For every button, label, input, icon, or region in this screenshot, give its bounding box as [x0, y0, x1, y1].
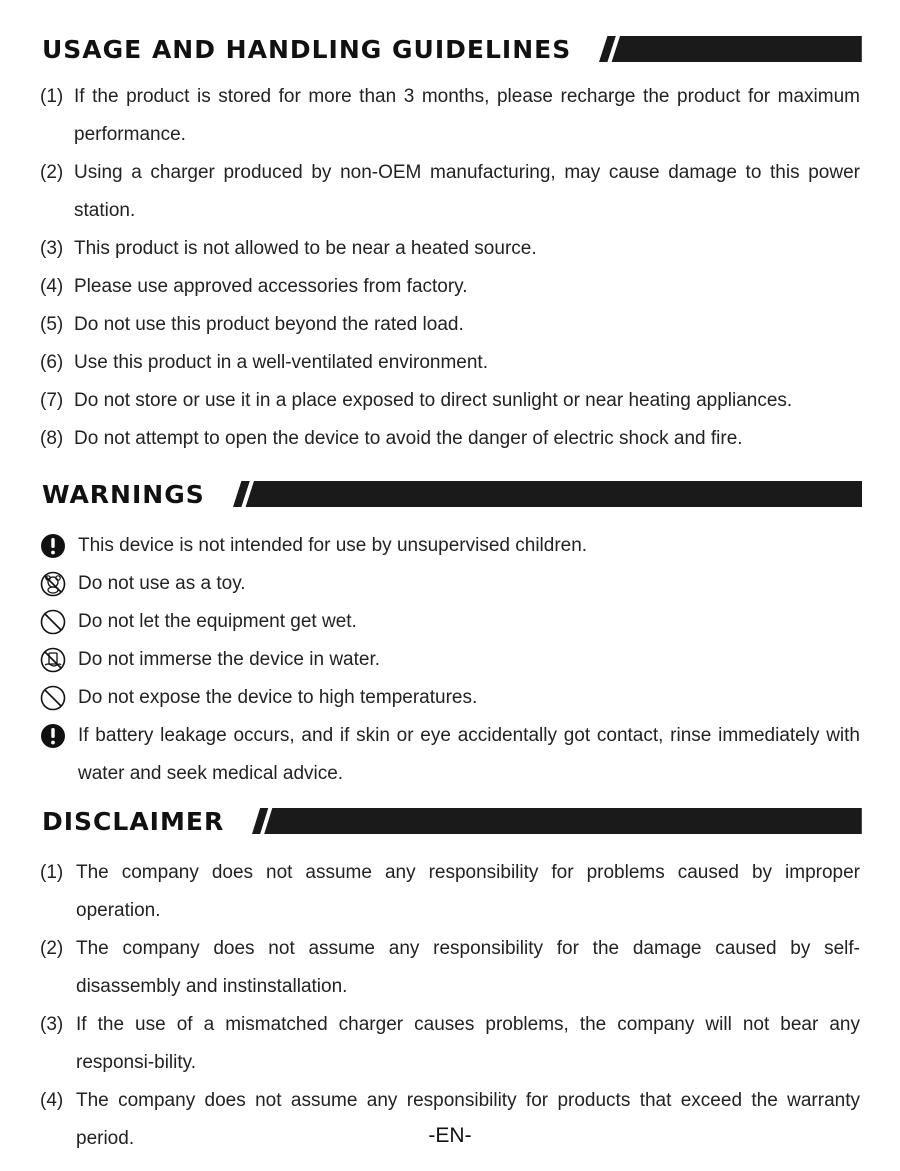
- item-number: (4): [40, 1090, 64, 1111]
- warnings-header: [42, 479, 862, 509]
- list-item: [40, 527, 860, 565]
- disclaimer-title: DISCLAIMER: [42, 806, 225, 836]
- no-immerse-icon: [40, 641, 78, 679]
- list-item: [40, 306, 860, 344]
- list-item: [40, 420, 860, 458]
- list-item: [40, 603, 860, 641]
- usage-list: [40, 78, 860, 458]
- item-text: Do not attempt to open the device to avoid the danger of electric shock and fire.: [74, 428, 743, 449]
- list-item: [40, 854, 860, 930]
- exclamation-icon: [40, 527, 78, 565]
- warnings-title: WARNINGS: [42, 479, 205, 509]
- list-item: [40, 679, 860, 717]
- list-item: [40, 78, 860, 154]
- item-text: Do not store or use it in a place exposed to direct sunlight or near heating appliances.: [74, 390, 793, 411]
- item-text: Do not immerse the device in water.: [78, 649, 381, 670]
- item-text: Use this product in a well-ventilated environment.: [74, 352, 488, 373]
- usage-header-bar: [599, 36, 862, 62]
- item-text: If battery leakage occurs, and if skin or eye accidentally got contact, rinse immediately with water and seek medical advice.: [78, 725, 860, 784]
- list-item: [40, 1006, 860, 1082]
- list-item: [40, 230, 860, 268]
- item-text: Do not let the equipment get wet.: [78, 611, 357, 632]
- usage-header: [42, 34, 862, 64]
- item-text: If the product is stored for more than 3 months, please recharge the product for maximum performance.: [74, 86, 860, 145]
- item-text: The company does not assume any responsibility for problems caused by improper operation.: [76, 862, 860, 921]
- list-item: [40, 344, 860, 382]
- list-item: [40, 565, 860, 603]
- list-item: [40, 382, 860, 420]
- item-number: (7): [40, 390, 64, 411]
- item-number: (3): [40, 238, 64, 259]
- exclamation-icon: [40, 717, 78, 755]
- item-text: Do not use as a toy.: [78, 573, 246, 594]
- item-text: The company does not assume any responsibility for products that exceed the warranty period.: [76, 1090, 860, 1149]
- prohibited-icon: [40, 603, 78, 641]
- disclaimer-header: [42, 806, 862, 836]
- item-number: (6): [40, 352, 64, 373]
- list-item: [40, 154, 860, 230]
- prohibited-icon: [40, 679, 78, 717]
- item-number: (2): [40, 162, 64, 183]
- item-number: (2): [40, 938, 64, 959]
- warnings-header-bar: [233, 481, 862, 507]
- list-item: [40, 268, 860, 306]
- item-number: (5): [40, 314, 64, 335]
- item-number: (3): [40, 1014, 64, 1035]
- list-item: [40, 717, 860, 793]
- item-text: Do not expose the device to high temperatures.: [78, 687, 478, 708]
- item-text: This device is not intended for use by unsupervised children.: [78, 535, 588, 556]
- item-number: (1): [40, 86, 64, 107]
- item-text: Do not use this product beyond the rated load.: [74, 314, 464, 335]
- warnings-list: [40, 527, 860, 793]
- item-number: (1): [40, 862, 64, 883]
- item-text: The company does not assume any responsibility for the damage caused by self-disassembly and instinstallation.: [76, 938, 860, 997]
- no-toy-icon: [40, 565, 78, 603]
- item-text: This product is not allowed to be near a heated source.: [74, 238, 537, 259]
- item-number: (4): [40, 276, 64, 297]
- usage-title: USAGE AND HANDLING GUIDELINES: [42, 34, 572, 64]
- disclaimer-header-bar: [252, 808, 862, 834]
- item-text: If the use of a mismatched charger causes problems, the company will not bear any responsi-bility.: [76, 1014, 860, 1073]
- item-text: Please use approved accessories from factory.: [74, 276, 468, 297]
- item-number: (8): [40, 428, 64, 449]
- list-item: [40, 930, 860, 1006]
- list-item: [40, 641, 860, 679]
- page-footer: -EN-: [428, 1124, 472, 1147]
- item-text: Using a charger produced by non-OEM manufacturing, may cause damage to this power station.: [74, 162, 860, 221]
- disclaimer-list: [40, 854, 860, 1158]
